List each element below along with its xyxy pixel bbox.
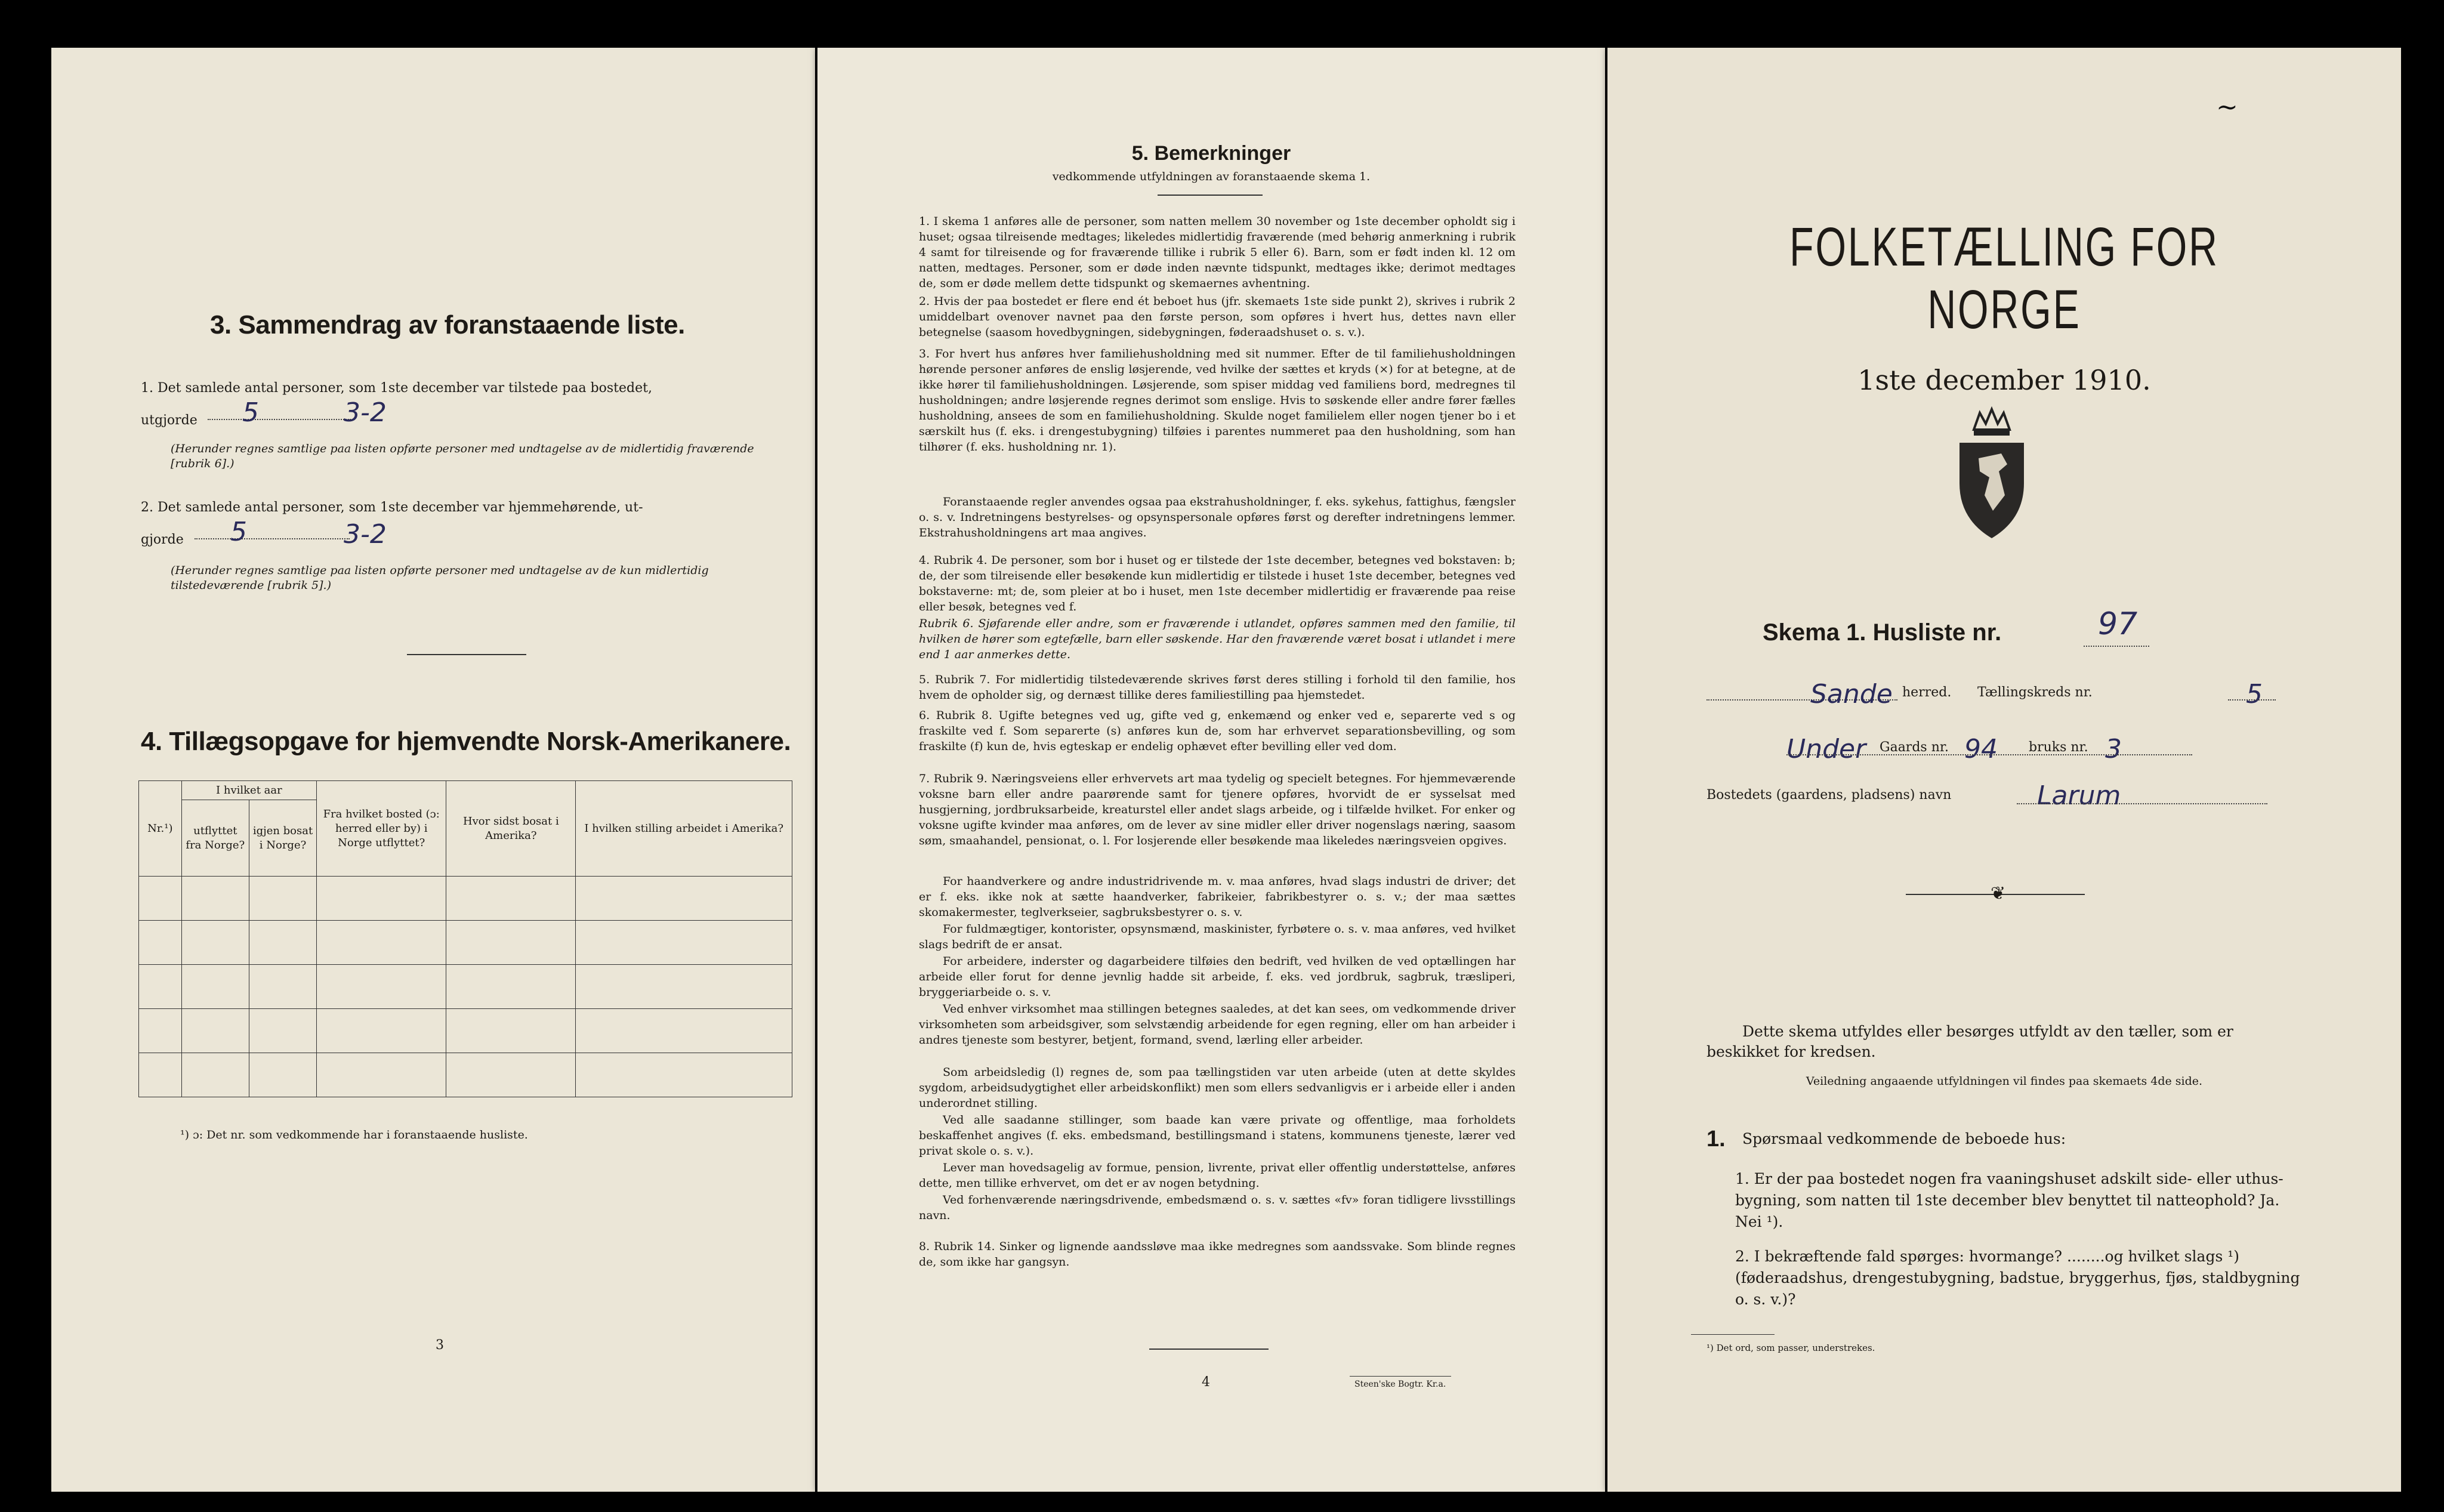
s3-q2-label: gjorde bbox=[141, 532, 184, 547]
remark-5: 5. Rubrik 7. For midlertidig tilstedeværende skrives først deres stilling i forhold til den familie, hos hvem de opholder sig, og dernæst tillike deres familiestilling paa hjemstedet. bbox=[919, 673, 1516, 702]
bosted-label: Bostedets (gaardens, pladsens) navn bbox=[1707, 788, 1952, 803]
kreds-value: 5 bbox=[2246, 679, 2263, 709]
gaards-label: Gaards nr. bbox=[1880, 740, 1949, 755]
norsk-amerikanere-table bbox=[138, 780, 792, 1097]
remark-7e: Ved enhver virksomhet maa stillingen betegnes saaledes, at det kan sees, om vedkommende driver virksomheten som arbeidsgiver, som selvstændig arbeidende for egen regning, eller om han arbeider i andres tjeneste som bestyrer, betjent, formand, svend, lærling eller arbeider. bbox=[919, 1002, 1516, 1047]
remark-7b: For haandverkere og andre industridrivende m. v. maa anføres, hvad slags industri de driver; det er f. eks. ikke nok at sætte haandverker, fabrikeier, fabrikbestyrer o. s. v.; der maa sættes skomakermester, teglverkseier, sagbruksbestyrer o. s. v. bbox=[919, 875, 1516, 919]
question-header: Spørsmaal vedkommende de beboede hus: bbox=[1742, 1130, 2066, 1147]
col-stilling: I hvilken stilling arbeidet i Amerika? bbox=[576, 781, 792, 877]
s3-q1-value: 5 bbox=[242, 397, 259, 428]
remark-4: 4. Rubrik 4. De personer, som bor i huset og er tilstede der 1ste december, betegnes ved bokstaven: b; de, der som tilreisende eller besøkende kun midlertidig er tilstede i huset 1ste december, betegnes ved bokstaverne: mt; de, som pleier at bo i huset, men 1ste december midlertidig er fraværende paa reise eller besøk, betegnes ved f. bbox=[919, 554, 1516, 613]
remark-7: 7. Rubrik 9. Næringsveiens eller erhvervets art maa tydelig og specielt betegnes. For hjemmeværende voksne barn eller andre paarørende samt for tjenere opføres, hvorvidt de er sysselsat med husgjerning, jordbruksarbeide, kreaturstel eller andet slags arbeide, og i tilfælde hvilket. For enker og voksne ugifte kvinder maa anføres, om de lever av sine midler eller driver nogenslags næring, saasom søm, smaahandel, pensionat, o. l. For losjerende eller besøkende maa likeledes næringsveien opgives. bbox=[919, 772, 1516, 847]
bruks-label: bruks nr. bbox=[2029, 740, 2088, 755]
divider bbox=[1691, 1334, 1775, 1335]
table-row bbox=[139, 1053, 792, 1097]
bemerkninger-title: 5. Bemerkninger bbox=[1131, 142, 1291, 165]
intro-text: Dette skema utfyldes eller besørges utfyldt av den tæller, som er beskikket for kredsen. bbox=[1707, 1023, 2233, 1060]
page-number: 4 bbox=[1202, 1375, 1210, 1390]
question-1: 1. Er der paa bostedet nogen fra vaaningshuset adskilt side- eller uthus-bygning, som natten til 1ste december blev benyttet til natteophold? Ja. Nei ¹). bbox=[1735, 1170, 2283, 1230]
table-row bbox=[139, 1009, 792, 1053]
ornament-icon: ❦ bbox=[1991, 883, 2006, 904]
dotline bbox=[2017, 803, 2267, 804]
s3-q1-text: 1. Det samlede antal personer, som 1ste december var tilstede paa bostedet, bbox=[141, 381, 652, 396]
col-bosted: Fra hvilket bosted (ɔ: herred eller by) i Norge utflyttet? bbox=[317, 781, 446, 877]
remark-1: 1. I skema 1 anføres alle de personer, som natten mellem 30 november og 1ste december opholdt sig i huset; ogsaa tilreisende medtages; likeledes midlertidig fraværende (med behørig anmerkning i rubrik 4 samt for tilreisende og for fraværende tillike i rubrik 5 eller 6). Barn, som er født inden kl. 12 om natten, medtages. Personer, som er døde inden nævnte tidspunkt, medtages ikke; derimot medtages de, som er døde mellem dette tidspunkt og skemaernes avhentning. bbox=[919, 215, 1516, 290]
dotline bbox=[1786, 754, 2192, 755]
remark-8: 8. Rubrik 14. Sinker og lignende aandssløve maa ikke medregnes som aandssvake. Som blinde regnes de, som ikke har gangsyn. bbox=[919, 1240, 1516, 1269]
remark-4b: Rubrik 6. Sjøfarende eller andre, som er fraværende i utlandet, opføres sammen med den familie, til hvilken de hører som egtefælle, barn eller søskende. Har den fraværende været bosat i utlandet i mere end 1 aar anmerkes dette. bbox=[919, 617, 1516, 661]
s3-q2-text: 2. Det samlede antal personer, som 1ste december var hjemmehørende, ut- bbox=[141, 500, 643, 515]
col-nr: Nr.¹) bbox=[139, 781, 182, 877]
divider bbox=[1149, 1349, 1269, 1350]
corner-mark: ∼ bbox=[2216, 92, 2238, 122]
divider bbox=[1350, 1376, 1451, 1377]
remark-7f: Som arbeidsledig (l) regnes de, som paa tællingstiden var uten arbeide (uten at dette skyldes sygdom, arbeidsudygtighet eller arbeidskonflikt) men som ellers sedvanligvis er i arbeide eller i anden underordnet stilling. bbox=[919, 1066, 1516, 1110]
herred-label: herred. bbox=[1902, 685, 1952, 700]
remark-2: 2. Hvis der paa bostedet er flere end ét beboet hus (jfr. skemaets 1ste side punkt 2), skrives i rubrik 2 umiddelbart ovenover navnet paa den første person, som opføres i hvert hus, dettes navn eller betegnelse (saasom hovedbygningen, sidebygningen, føderaadshuset o. s. v.). bbox=[919, 295, 1516, 339]
s3-q1-handwritten: 3-2 bbox=[344, 397, 387, 428]
col-amerika: Hvor sidst bosat i Amerika? bbox=[446, 781, 576, 877]
remark-7g: Ved alle saadanne stillinger, som baade kan være private og offentlige, maa forholdets beskaffenhet angives (f. eks. embedsmand, bestillingsmand i statens, kommunens tjeneste, lærer ved privat skole o. s. v.). bbox=[919, 1113, 1516, 1158]
gaards-value: 94 bbox=[1964, 734, 1998, 764]
remark-3: 3. For hvert hus anføres hver familiehusholdning med sit nummer. Efter de til familiehusholdningen hørende personer anføres de enslig løsjerende, ved hvilke der sættes et kryds (×) for at betegne, at de ikke hører til familiehusholdningen. Løsjerende, som spiser middag ved familiens bord, medregnes til husholdningen; andre løsjerende regnes derimot som enslige. Hvis to søskende eller andre fører fælles husholdning, ansees de som en familiehusholdning. Skulde noget familielem eller nogen tjener bo i et særskilt hus (f. eks. i drengestubygning) tilføies i parentes nummeret paa den husholdning, som han tilhører (f. eks. husholdning nr. 1). bbox=[919, 347, 1516, 453]
main-title: FOLKETÆLLING FOR NORGE bbox=[1789, 217, 2219, 340]
husliste-nr: 97 bbox=[2098, 606, 2138, 642]
divider bbox=[407, 654, 526, 655]
divider bbox=[1158, 195, 1263, 196]
s3-q2-dotline bbox=[195, 538, 350, 539]
remark-6: 6. Rubrik 8. Ugifte betegnes ved ug, gifte ved g, enkemænd og enker ved e, separerte ved s og fraskilte ved f. Som separerte (s) anføres kun de, som har erhvervet separationsbevilling, og som fraskilte (f) kun de, hvis egteskap er endelig ophævet efter bevilling eller ved dom. bbox=[919, 709, 1516, 753]
s3-q1-dotline bbox=[208, 419, 351, 420]
remark-3b: Foranstaaende regler anvendes ogsaa paa ekstrahusholdninger, f. eks. sykehus, fattighus, fængsler o. s. v. Indretningens bestyrelses- og opsynspersonale opføres først og derefter indretningens lemmer. Ekstrahusholdningens art maa angives. bbox=[919, 495, 1516, 539]
col-utflyttet: utflyttet fra Norge? bbox=[181, 800, 249, 877]
dotline bbox=[2084, 646, 2149, 647]
norway-coat-of-arms-icon bbox=[1950, 406, 2033, 543]
kreds-label: Tællingskreds nr. bbox=[1977, 685, 2093, 700]
table-footnote: ¹) ɔ: Det nr. som vedkommende har i foranstaaende husliste. bbox=[180, 1128, 528, 1141]
schema-label: Skema 1. Husliste nr. bbox=[1763, 619, 2002, 646]
remark-7c: For fuldmægtiger, kontorister, opsynsmænd, maskinister, fyrbøtere o. s. v. maa anføres, ved hvilket slags bedrift de er ansat. bbox=[919, 922, 1516, 951]
s3-q1-note: (Herunder regnes samtlige paa listen opførte personer med undtagelse av de midlertidig fraværende [rubrik 6].) bbox=[171, 442, 754, 470]
page-3 bbox=[51, 48, 815, 1492]
col-igjen: igjen bosat i Norge? bbox=[249, 800, 316, 877]
gaards-prefix: Under bbox=[1786, 734, 1866, 764]
section-3-title: 3. Sammendrag av foranstaaende liste. bbox=[210, 310, 685, 340]
question-2: 2. I bekræftende fald spørges: hvormange? ........og hvilket slags ¹) (føderaadshus, drengestubygning, badstue, bryggerhus, fjøs, staldbygning o. s. v.)? bbox=[1735, 1248, 2300, 1308]
page-number: 3 bbox=[436, 1338, 444, 1353]
intro-small: Veiledning angaaende utfyldningen vil findes paa skemaets 4de side. bbox=[1806, 1075, 2203, 1088]
printer-mark: Steen'ske Bogtr. Kr.a. bbox=[1354, 1380, 1446, 1389]
remark-7i: Ved forhenværende næringsdrivende, embedsmænd o. s. v. sættes «fv» foran tidligere livsstillings navn. bbox=[919, 1193, 1516, 1222]
cover-page bbox=[1607, 48, 2401, 1492]
col-group-aar: I hvilket aar bbox=[181, 781, 316, 800]
section-4-title: 4. Tillægsopgave for hjemvendte Norsk-Amerikanere. bbox=[141, 727, 791, 756]
remark-7d: For arbeidere, inderster og dagarbeidere tilføies den bedrift, ved hvilken de ved optællingen har arbeide eller forut for denne jevnlig hadde sit arbeide, f. eks. ved jordbruk, sagbruk, træsliperi, bryggeriarbeide o. s. v. bbox=[919, 955, 1516, 999]
table-row bbox=[139, 921, 792, 965]
bosted-value: Larum bbox=[2037, 780, 2121, 811]
s3-q2-note: (Herunder regnes samtlige paa listen opførte personer med undtagelse av de kun midlertidig tilstedeværende [rubrik 5].) bbox=[171, 564, 709, 592]
s3-q2-handwritten: 3-2 bbox=[344, 519, 387, 550]
table-row bbox=[139, 877, 792, 921]
page-4 bbox=[817, 48, 1605, 1492]
herred-value: Sande bbox=[1810, 679, 1893, 709]
footnote: ¹) Det ord, som passer, understrekes. bbox=[1707, 1343, 1875, 1353]
question-header-num: 1. bbox=[1707, 1127, 1726, 1152]
bemerkninger-subtitle: vedkommende utfyldningen av foranstaaende skema 1. bbox=[1052, 170, 1371, 183]
remark-7h: Lever man hovedsagelig av formue, pension, livrente, privat eller offentlig understøttelse, anføres dette, men tillike erhvervet, om det er av nogen betydning. bbox=[919, 1161, 1516, 1190]
table-row bbox=[139, 965, 792, 1009]
bruks-value: 3 bbox=[2105, 734, 2122, 764]
date-subtitle: 1ste december 1910. bbox=[1857, 364, 2151, 396]
s3-q2-value: 5 bbox=[230, 517, 247, 547]
dotline bbox=[2228, 699, 2276, 701]
s3-q1-label: utgjorde bbox=[141, 413, 198, 428]
